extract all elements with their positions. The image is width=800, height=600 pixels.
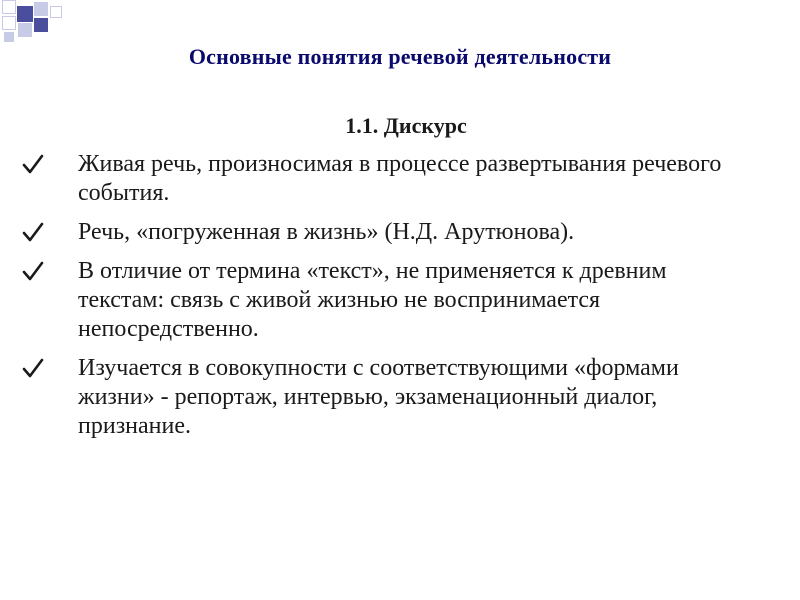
deco-square	[17, 6, 33, 22]
deco-square	[18, 23, 32, 37]
bullet-text: Речь, «погруженная в жизнь» (Н.Д. Арутюнова).	[78, 219, 575, 245]
corner-squares-decoration	[0, 0, 80, 50]
deco-square	[2, 0, 16, 14]
bullet-item	[22, 354, 742, 441]
checkmark-icon	[22, 357, 44, 379]
bullet-item	[22, 150, 742, 208]
deco-square	[2, 16, 16, 30]
bullet-text: В отличие от термина «текст», не применяется к древним текстам: связь с живой жизнью не воспринимается непосредственно.	[78, 258, 667, 342]
bullet-item	[22, 257, 742, 344]
bullet-text: Живая речь, произносимая в процессе развертывания речевого события.	[78, 151, 722, 206]
deco-square	[4, 32, 14, 42]
checkmark-icon	[22, 260, 44, 282]
bullet-list	[22, 150, 742, 451]
checkmark-icon	[22, 221, 44, 243]
bullet-text: Изучается в совокупности с соответствующими «формами жизни» - репортаж, интервью, экзаменационный диалог, признание.	[78, 355, 679, 439]
bullet-item	[22, 218, 742, 247]
deco-square	[34, 18, 48, 32]
slide-title: Основные понятия речевой деятельности	[188, 44, 612, 69]
deco-square	[50, 6, 62, 18]
section-heading: 1.1. Дискурс	[345, 113, 467, 138]
checkmark-icon	[22, 153, 44, 175]
deco-square	[34, 2, 48, 16]
